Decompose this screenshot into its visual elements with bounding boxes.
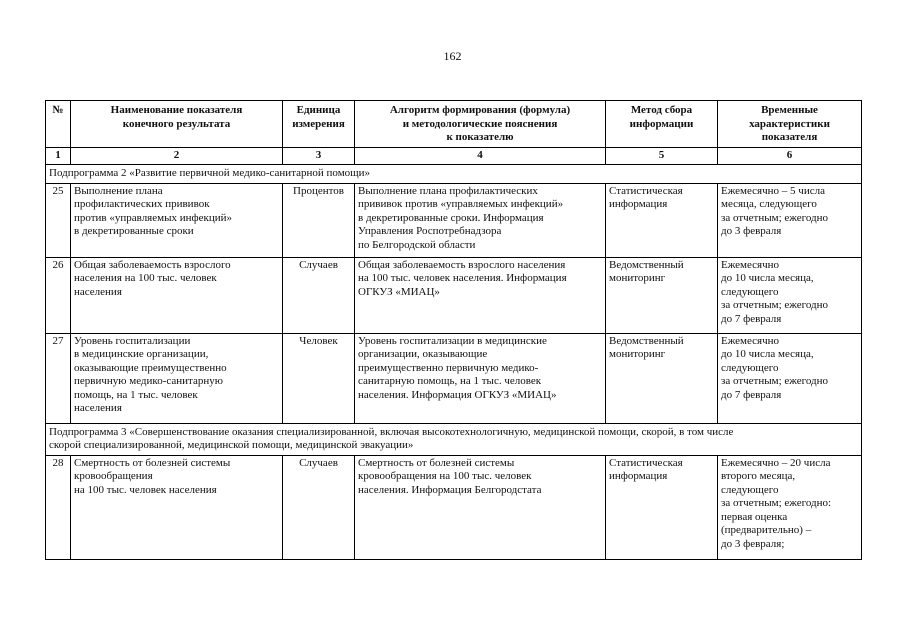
timing: Ежемесячно до 10 числа месяца, следующего за отчетным; ежегодно до 7 февраля bbox=[718, 257, 862, 333]
algorithm: Смертность от болезней системы кровообращения на 100 тыс. человек населения. Информация Белгородстата bbox=[355, 455, 606, 559]
column-numbers-row bbox=[46, 148, 862, 165]
table-row bbox=[46, 257, 862, 333]
collection-method: Статистическая информация bbox=[606, 183, 718, 257]
page-number: 162 bbox=[443, 49, 462, 63]
row-number: 27 bbox=[46, 333, 71, 423]
header-unit: Единица измерения bbox=[283, 101, 355, 148]
header-number: № bbox=[46, 101, 71, 148]
header-algorithm: Алгоритм формирования (формула) и методологические пояснения к показателю bbox=[355, 101, 606, 148]
timing: Ежемесячно – 20 числа второго месяца, следующего за отчетным; ежегодно: первая оценка (предварительно) – до 3 февраля; bbox=[718, 455, 862, 559]
collection-method: Ведомственный мониторинг bbox=[606, 257, 718, 333]
timing: Ежемесячно до 10 числа месяца, следующего за отчетным; ежегодно до 7 февраля bbox=[718, 333, 862, 423]
unit: Случаев bbox=[283, 257, 355, 333]
algorithm: Общая заболеваемость взрослого населения на 100 тыс. человек населения. Информация ОГКУЗ «МИАЦ» bbox=[355, 257, 606, 333]
section-title-subprogram-2: Подпрограмма 2 «Развитие первичной медико-санитарной помощи» bbox=[46, 165, 862, 184]
table-row bbox=[46, 455, 862, 559]
table-row bbox=[46, 333, 862, 423]
timing: Ежемесячно – 5 числа месяца, следующего за отчетным; ежегодно до 3 февраля bbox=[718, 183, 862, 257]
indicators-table bbox=[45, 100, 862, 560]
algorithm: Выполнение плана профилактических прививок против «управляемых инфекций» в декретированные сроки. Информация Управления Роспотребнадзора по Белгородской области bbox=[355, 183, 606, 257]
row-number: 26 bbox=[46, 257, 71, 333]
header-method: Метод сбора информации bbox=[606, 101, 718, 148]
table-row bbox=[46, 183, 862, 257]
column-number: 4 bbox=[355, 148, 606, 165]
algorithm: Уровень госпитализации в медицинские организации, оказывающие преимущественно первичную медико- санитарную помощь, на 1 тыс. человек населения. Информация ОГКУЗ «МИАЦ» bbox=[355, 333, 606, 423]
column-number: 6 bbox=[718, 148, 862, 165]
row-number: 25 bbox=[46, 183, 71, 257]
indicator-name: Смертность от болезней системы кровообращения на 100 тыс. человек населения bbox=[71, 455, 283, 559]
header-indicator-name: Наименование показателя конечного результата bbox=[71, 101, 283, 148]
collection-method: Ведомственный мониторинг bbox=[606, 333, 718, 423]
indicator-name: Выполнение плана профилактических прививок против «управляемых инфекций» в декретированные сроки bbox=[71, 183, 283, 257]
column-number: 3 bbox=[283, 148, 355, 165]
unit: Процентов bbox=[283, 183, 355, 257]
table-header-row bbox=[46, 101, 862, 148]
section-row bbox=[46, 423, 862, 455]
unit: Случаев bbox=[283, 455, 355, 559]
column-number: 5 bbox=[606, 148, 718, 165]
section-row bbox=[46, 165, 862, 184]
column-number: 2 bbox=[71, 148, 283, 165]
section-title-subprogram-3: Подпрограмма 3 «Совершенствование оказания специализированной, включая высокотехнологичную, медицинской помощи, скорой, в том числе скорой специализированной, медицинской помощи, медицинской эвакуации» bbox=[46, 423, 862, 455]
indicator-name: Общая заболеваемость взрослого населения на 100 тыс. человек населения bbox=[71, 257, 283, 333]
unit: Человек bbox=[283, 333, 355, 423]
header-timing: Временные характеристики показателя bbox=[718, 101, 862, 148]
row-number: 28 bbox=[46, 455, 71, 559]
column-number: 1 bbox=[46, 148, 71, 165]
collection-method: Статистическая информация bbox=[606, 455, 718, 559]
indicator-name: Уровень госпитализации в медицинские организации, оказывающие преимущественно первичную медико-санитарную помощь, на 1 тыс. человек населения bbox=[71, 333, 283, 423]
